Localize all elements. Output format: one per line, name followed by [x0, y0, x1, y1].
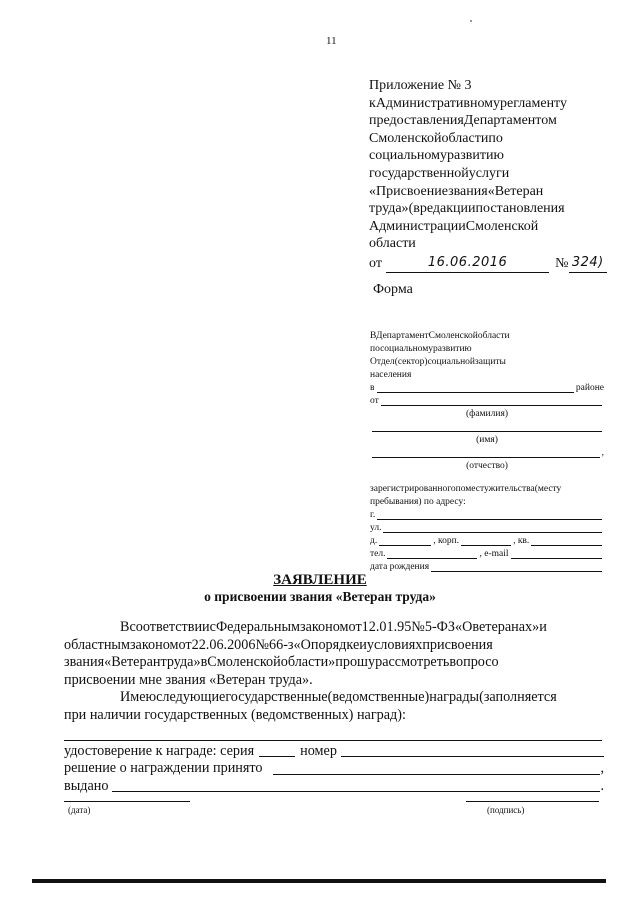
appendix-line: социальномуразвитию	[369, 148, 504, 164]
appendix-line: АдминистрацииСмоленской	[369, 218, 539, 234]
handwritten-number: 324)	[569, 254, 607, 273]
appendix-line: предоставленияДепартаментом	[369, 113, 557, 129]
body-line: ВсоответствиисФедеральнымзакономот12.01.95№5-ФЗ«Оветеранах»и	[120, 619, 547, 635]
registration-line: пребывания) по адресу:	[370, 497, 466, 507]
scan-speck	[470, 20, 472, 22]
certificate-number-input[interactable]	[341, 743, 604, 758]
contacts-field[interactable]: тел. , e-mail	[370, 548, 604, 561]
name-field[interactable]	[370, 421, 604, 434]
patronymic-caption: (отчество)	[466, 461, 508, 471]
handwritten-date: 16.06.2016	[386, 254, 550, 273]
signature-line[interactable]	[466, 801, 599, 802]
city-field[interactable]: г.	[370, 509, 604, 522]
document-title: ЗАЯВЛЕНИЕ	[273, 572, 367, 588]
appendix-date-line: от 16.06.2016 № 324)	[369, 253, 607, 273]
body-line: присвоении мне звания «Ветеран труда».	[64, 671, 313, 688]
appendix-title: Приложение № 3	[369, 78, 472, 93]
appendix-block	[369, 77, 607, 273]
surname-caption: (фамилия)	[466, 409, 508, 419]
addressee-line: посоциальномуразвитию	[370, 344, 472, 354]
certificate-series-input[interactable]	[259, 743, 295, 758]
appendix-line: области	[369, 236, 416, 252]
date-line[interactable]	[64, 801, 190, 802]
appendix-line: Смоленскойобластипо	[369, 130, 503, 146]
street-field[interactable]: ул.	[370, 522, 604, 535]
from-field[interactable]: от	[370, 395, 604, 408]
page-number: 11	[326, 35, 337, 47]
district-field[interactable]: в районе	[370, 383, 604, 393]
form-label: Форма	[373, 282, 413, 297]
bottom-rule	[32, 879, 606, 883]
signature-caption: (подпись)	[487, 805, 525, 815]
document-subtitle: о присвоении звания «Ветеран труда»	[204, 589, 436, 604]
decision-field[interactable]: решение о награждении принято ,	[64, 760, 604, 777]
issued-field[interactable]: выдано .	[64, 777, 604, 794]
body-line: областнымзакономот22.06.2006№66-з«Опорядкеиусловияхприсвоения	[64, 636, 493, 653]
appendix-line: труда»(вредакциипостановления	[369, 201, 565, 217]
house-field[interactable]: д. , корп. , кв.	[370, 535, 604, 548]
addressee-line: Отдел(сектор)социальнойзащиты	[370, 357, 506, 367]
statement-body	[64, 619, 604, 795]
appendix-line: «Присвоениезвания«Ветеран	[369, 183, 544, 199]
addressee-line: ВДепартаментСмоленскойобласти	[370, 331, 510, 341]
date-caption: (дата)	[68, 805, 91, 815]
appendix-line: государственнойуслуги	[369, 165, 510, 181]
patronymic-field[interactable]: ,	[370, 447, 604, 460]
awards-field[interactable]	[64, 725, 604, 743]
body-line: звания«Ветерантруда»вСмоленскойобласти»прошурассмотретьвопросо	[64, 654, 499, 671]
birthdate-field[interactable]: дата рождения	[370, 561, 604, 574]
body-line: при наличии государственных (ведомственных) наград):	[64, 706, 406, 723]
body-line: Имеюследующиегосударственные(ведомственные)награды(заполняется	[120, 689, 557, 706]
certificate-field[interactable]: удостоверение к награде: серия номер	[64, 743, 604, 761]
addressee-line: населения	[370, 370, 412, 380]
appendix-line: кАдминистративномурегламенту	[369, 95, 567, 111]
address-block	[370, 330, 604, 574]
name-caption: (имя)	[476, 435, 498, 445]
registration-line: зарегистрированногопоместужительства(месту	[370, 484, 562, 494]
